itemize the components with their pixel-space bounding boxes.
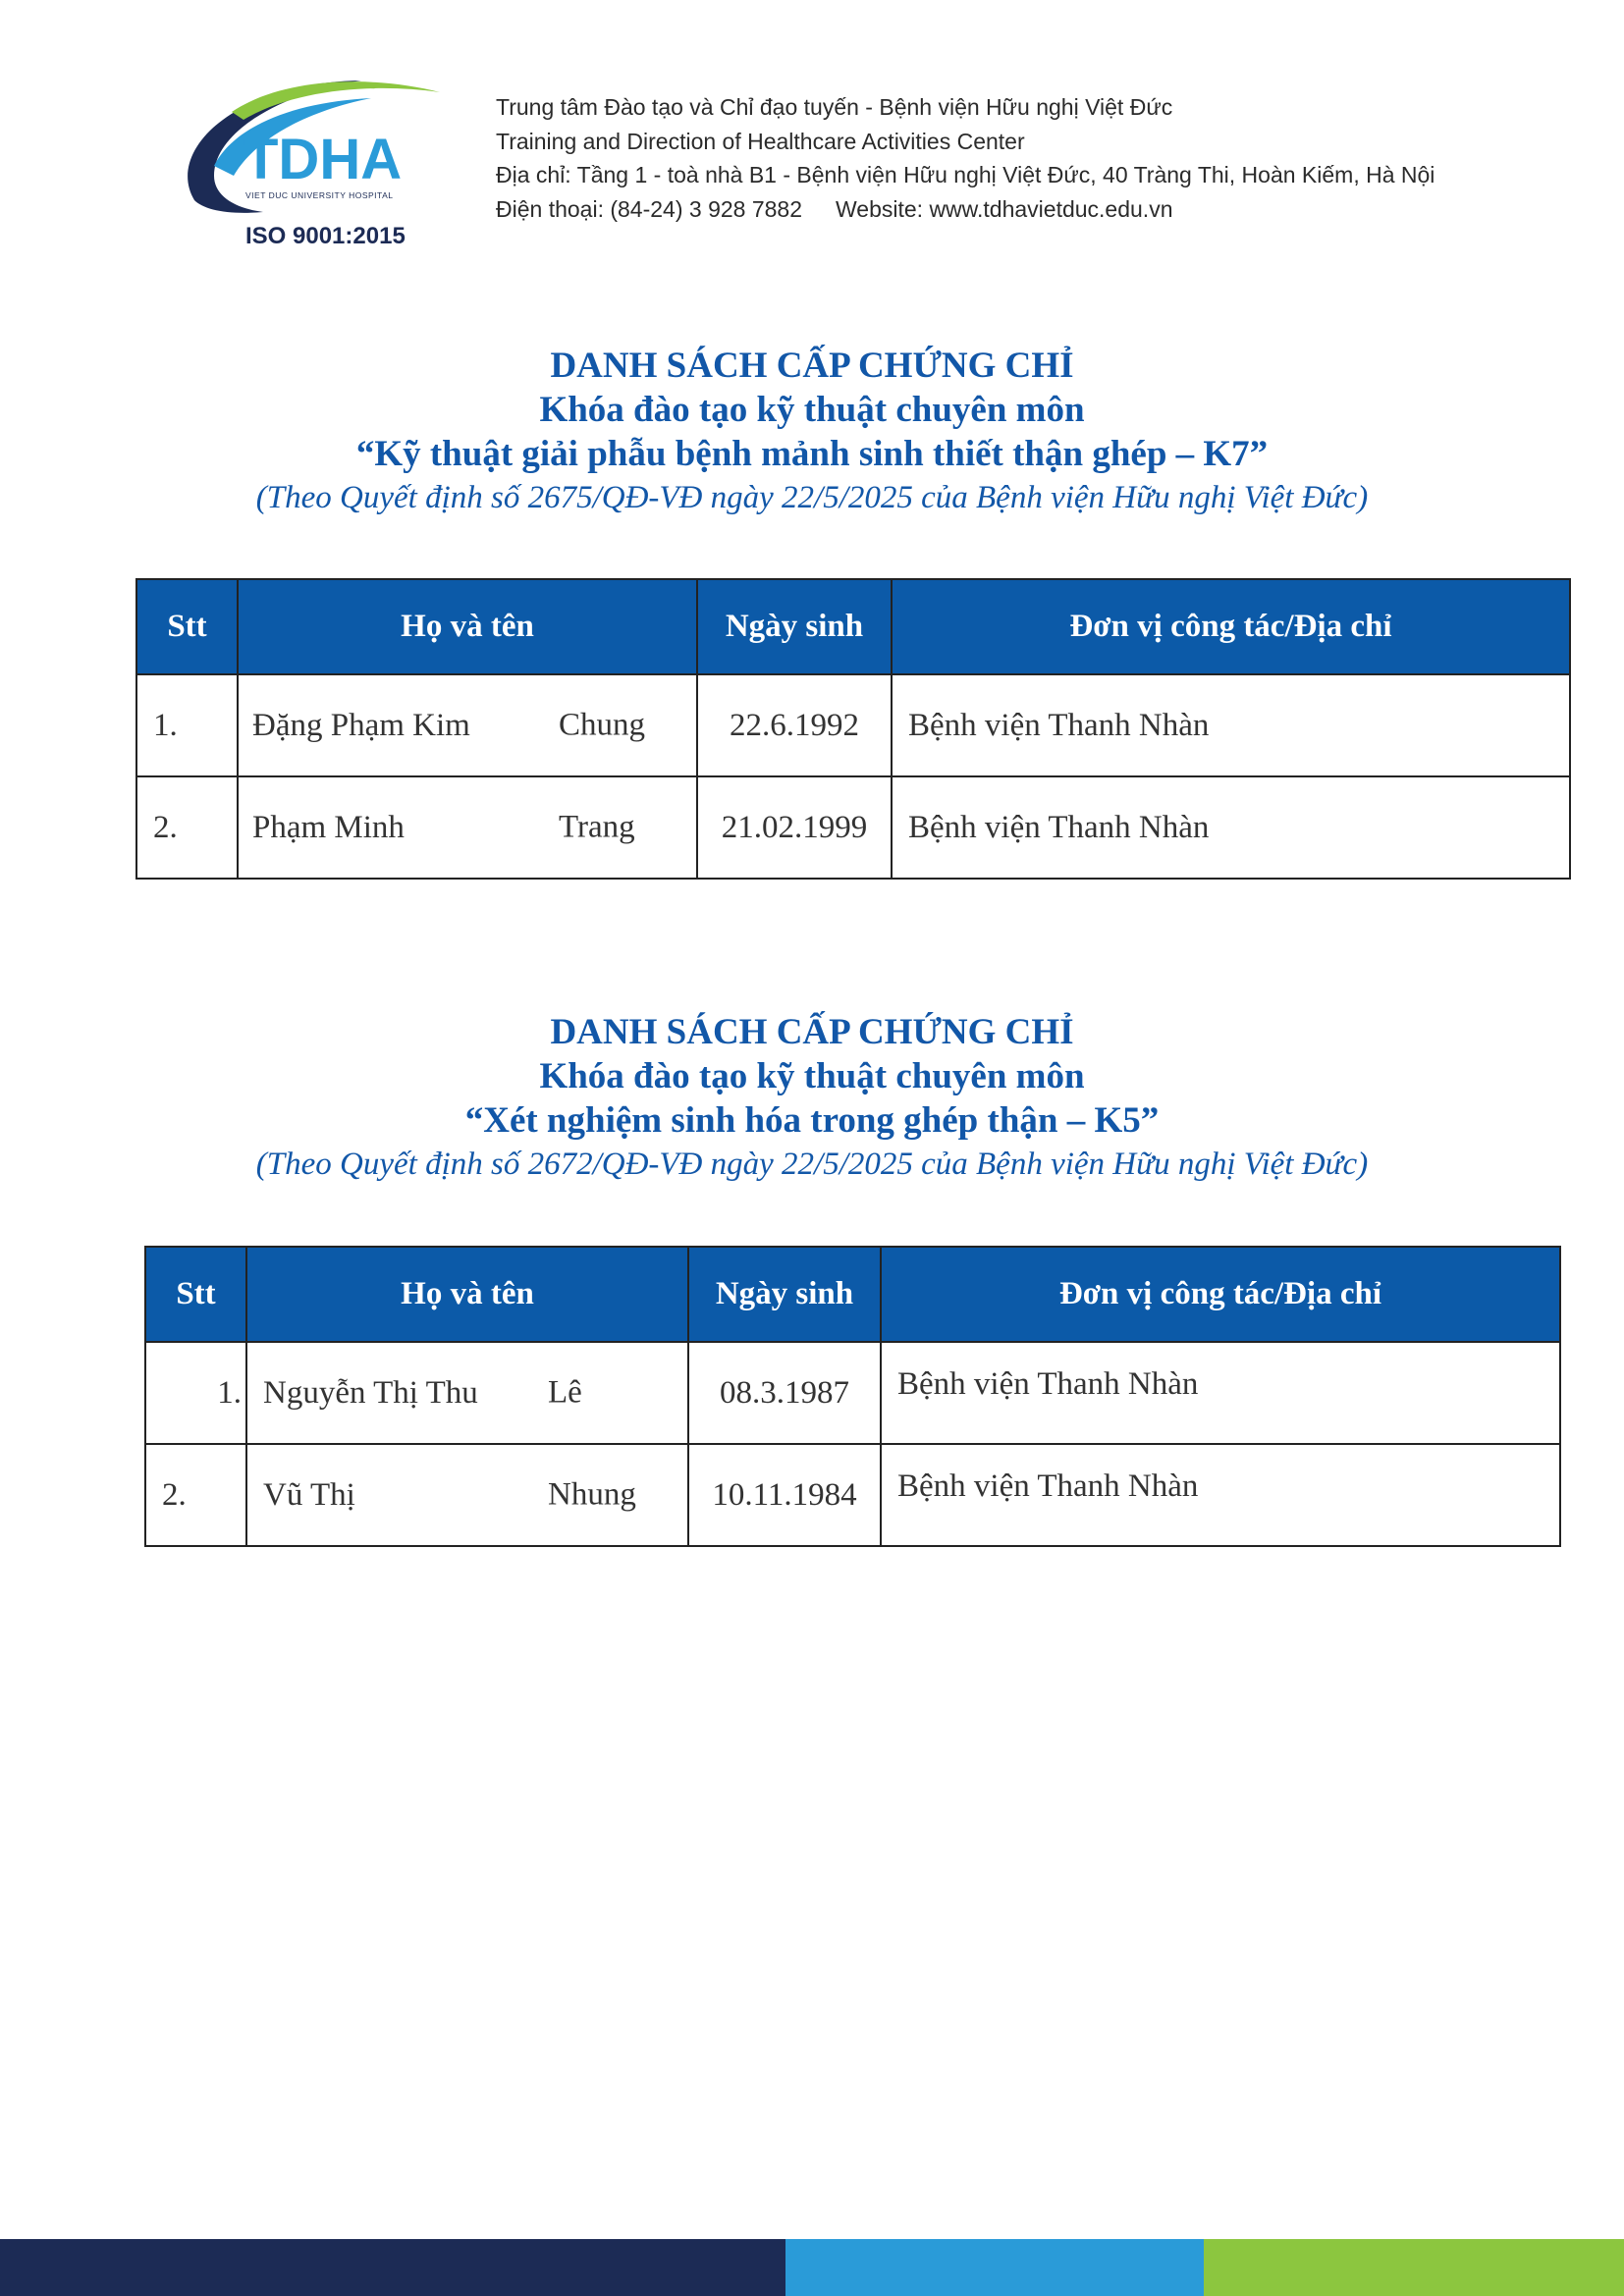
cell-unit: Bệnh viện Thanh Nhàn bbox=[892, 674, 1570, 776]
given-name: Nhung bbox=[548, 1476, 636, 1513]
table-header-row bbox=[136, 579, 1570, 674]
center-name-en: Training and Direction of Healthcare Activities Center bbox=[496, 128, 1025, 154]
iso-text: ISO 9001:2015 bbox=[245, 223, 406, 249]
course-name: “Xét nghiệm sinh hóa trong ghép thận – K5” bbox=[464, 1100, 1160, 1141]
table-header-row bbox=[145, 1247, 1560, 1342]
footer-bar-navy bbox=[0, 2239, 785, 2296]
cell-name bbox=[246, 1444, 688, 1546]
course-name: “Kỹ thuật giải phẫu bệnh mảnh sinh thiết thận ghép – K7” bbox=[355, 434, 1269, 474]
section-1-title-block bbox=[0, 344, 1624, 520]
footer-bar-blue bbox=[785, 2239, 1204, 2296]
col-stt: Stt bbox=[136, 579, 238, 674]
center-contact bbox=[496, 192, 1435, 227]
cell-name bbox=[238, 674, 697, 776]
logo-subtext: VIET DUC UNIVERSITY HOSPITAL bbox=[245, 190, 394, 200]
section-2-title-block bbox=[0, 1010, 1624, 1187]
decision-note: (Theo Quyết định số 2672/QĐ-VĐ ngày 22/5/2025 của Bệnh viện Hữu nghị Việt Đức) bbox=[255, 1147, 1369, 1182]
course-type: Khóa đào tạo kỹ thuật chuyên môn bbox=[539, 1056, 1085, 1096]
cell-dob: 10.11.1984 bbox=[688, 1444, 881, 1546]
decision-note: (Theo Quyết định số 2675/QĐ-VĐ ngày 22/5/2025 của Bệnh viện Hữu nghị Việt Đức) bbox=[255, 480, 1369, 515]
footer-bar-green bbox=[1204, 2239, 1624, 2296]
surname: Nguyễn Thị Thu bbox=[263, 1374, 478, 1411]
col-name: Họ và tên bbox=[238, 579, 697, 674]
table-row bbox=[136, 776, 1570, 879]
center-name: Trung tâm Đào tạo và Chỉ đạo tuyến - Bệnh viện Hữu nghị Việt Đức bbox=[496, 94, 1173, 120]
surname: Phạm Minh bbox=[252, 809, 405, 845]
table-row bbox=[145, 1342, 1560, 1444]
cell-stt: 2. bbox=[136, 776, 238, 879]
given-name: Trang bbox=[559, 809, 635, 845]
table-row bbox=[136, 674, 1570, 776]
col-dob: Ngày sinh bbox=[697, 579, 892, 674]
cell-stt: 1. bbox=[145, 1342, 246, 1444]
center-website[interactable]: Website: www.tdhavietduc.edu.vn bbox=[836, 195, 1173, 222]
cell-name bbox=[238, 776, 697, 879]
center-phone: Điện thoại: (84-24) 3 928 7882 bbox=[496, 195, 802, 222]
cell-name bbox=[246, 1342, 688, 1444]
col-name: Họ và tên bbox=[246, 1247, 688, 1342]
surname: Vũ Thị bbox=[263, 1476, 355, 1513]
list-title: DANH SÁCH CẤP CHỨNG CHỈ bbox=[550, 346, 1074, 386]
table-row bbox=[145, 1444, 1560, 1546]
col-unit: Đơn vị công tác/Địa chỉ bbox=[881, 1247, 1560, 1342]
cell-stt: 2. bbox=[145, 1444, 246, 1546]
surname: Đặng Phạm Kim bbox=[252, 707, 470, 743]
certificate-table-2 bbox=[144, 1246, 1561, 1547]
cell-unit: Bệnh viện Thanh Nhàn bbox=[881, 1342, 1560, 1444]
center-address: Địa chỉ: Tầng 1 - toà nhà B1 - Bệnh viện Hữu nghị Việt Đức, 40 Tràng Thi, Hoàn Kiếm, Hà Nội bbox=[496, 162, 1435, 187]
tdha-logo bbox=[175, 73, 450, 255]
cell-stt: 1. bbox=[136, 674, 238, 776]
certificate-table-1 bbox=[135, 578, 1571, 880]
logo-text: TDHA bbox=[244, 128, 403, 191]
course-type: Khóa đào tạo kỹ thuật chuyên môn bbox=[539, 390, 1085, 430]
col-dob: Ngày sinh bbox=[688, 1247, 881, 1342]
given-name: Lê bbox=[548, 1374, 582, 1411]
cell-dob: 22.6.1992 bbox=[697, 674, 892, 776]
col-stt: Stt bbox=[145, 1247, 246, 1342]
given-name: Chung bbox=[559, 707, 646, 743]
cell-unit: Bệnh viện Thanh Nhàn bbox=[881, 1444, 1560, 1546]
col-unit: Đơn vị công tác/Địa chỉ bbox=[892, 579, 1570, 674]
cell-dob: 21.02.1999 bbox=[697, 776, 892, 879]
center-info bbox=[496, 90, 1435, 226]
cell-unit: Bệnh viện Thanh Nhàn bbox=[892, 776, 1570, 879]
cell-dob: 08.3.1987 bbox=[688, 1342, 881, 1444]
list-title: DANH SÁCH CẤP CHỨNG CHỈ bbox=[550, 1012, 1074, 1052]
